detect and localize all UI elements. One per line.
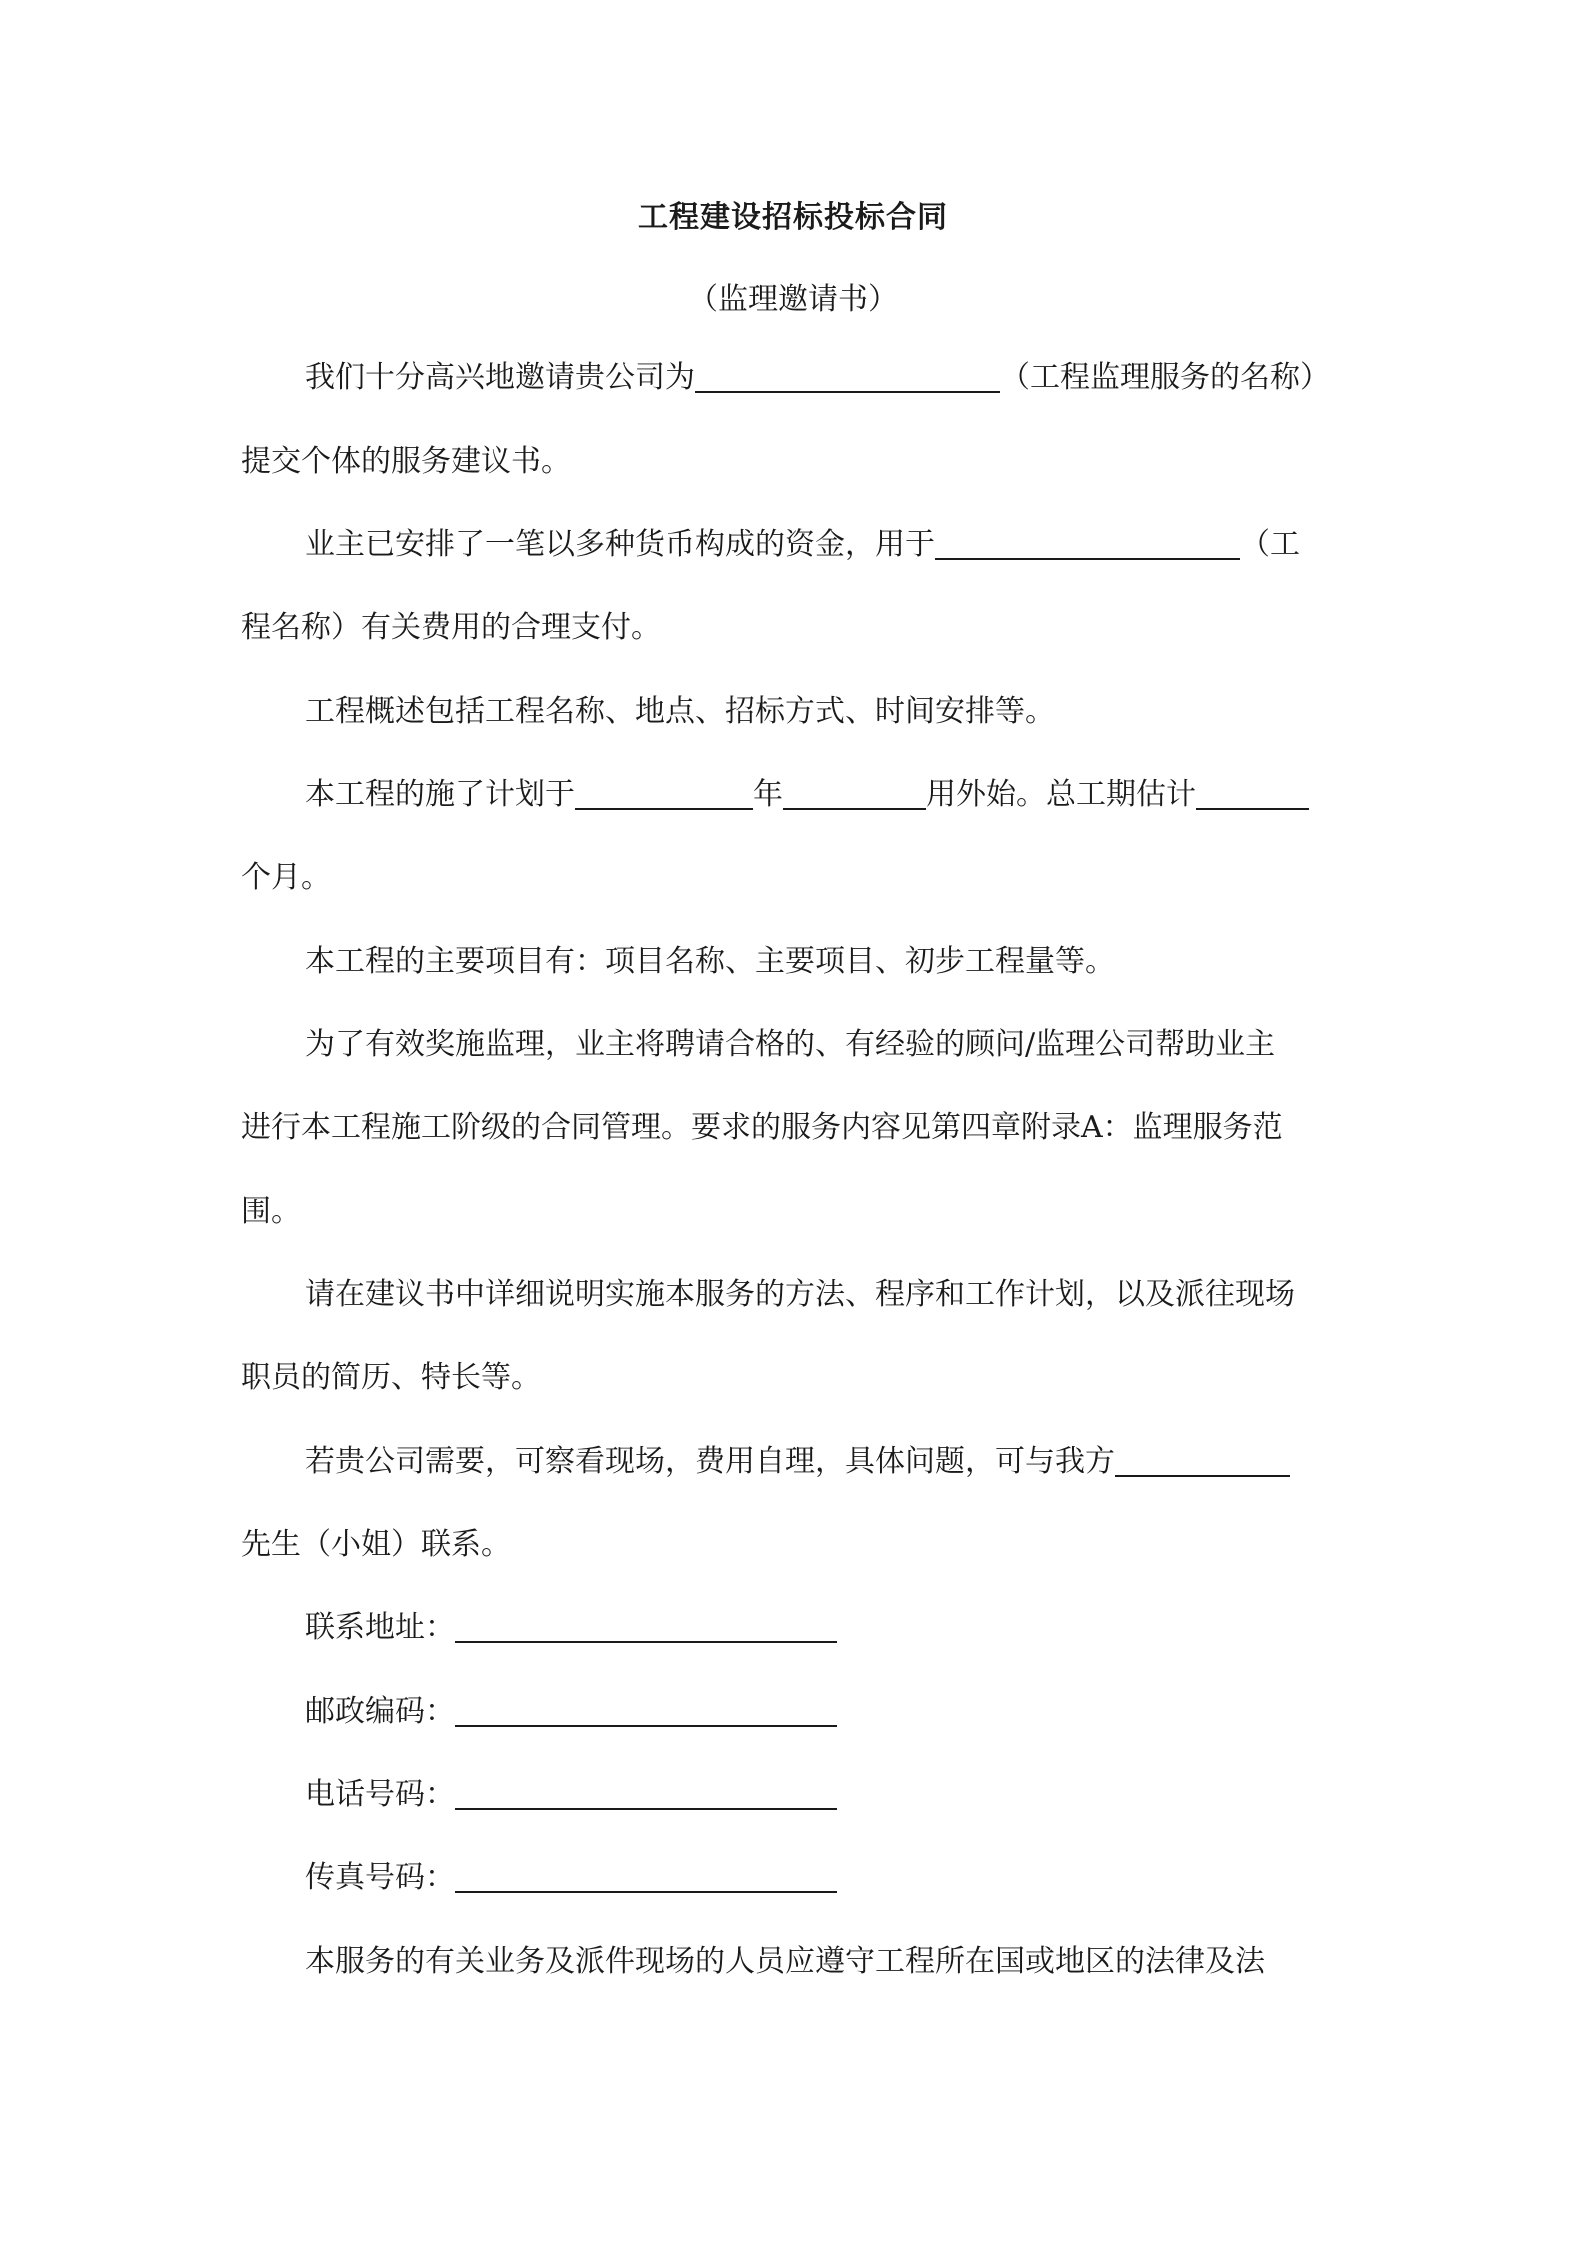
phone-row xyxy=(305,1775,837,1815)
text-segment: 围。 xyxy=(241,1194,301,1229)
paragraph-line xyxy=(305,1442,1290,1482)
postal-code-label: 邮政编码： xyxy=(305,1694,455,1729)
phone-field xyxy=(455,1778,837,1810)
text-segment: 我们十分高兴地邀请贵公司为 xyxy=(305,360,695,395)
document-title: 工程建设招标投标合同 xyxy=(638,200,948,235)
postal-code-field xyxy=(455,1695,837,1727)
paragraph-line xyxy=(241,1108,1283,1148)
paragraph-line xyxy=(305,942,1115,982)
text-segment: 先生（小姐）联系。 xyxy=(241,1527,511,1562)
paragraph-line xyxy=(305,1942,1265,1982)
document-subtitle: （监理邀请书） xyxy=(688,282,898,317)
postal-code-row xyxy=(305,1692,837,1732)
fax-label: 传真号码： xyxy=(305,1860,455,1895)
fax-row xyxy=(305,1858,837,1898)
text-segment: 工程概述包括工程名称、地点、招标方式、时间安排等。 xyxy=(305,694,1055,729)
text-segment: 本服务的有关业务及派件现场的人员应遵守工程所在国或地区的法律及法 xyxy=(305,1944,1265,1979)
paragraph-line xyxy=(241,1525,511,1565)
text-segment: （工 xyxy=(1240,527,1300,562)
contact-address-row xyxy=(305,1608,837,1648)
text-segment: 个月。 xyxy=(241,860,331,895)
blank-contact-person xyxy=(1115,1445,1290,1477)
text-segment: 业主已安排了一笔以多种货币构成的资金，用于 xyxy=(305,527,935,562)
text-segment: 请在建议书中详细说明实施本服务的方法、程序和工作计划，以及派往现场 xyxy=(305,1277,1295,1312)
text-segment: 进行本工程施工阶级的合同管理。要求的服务内容见第四章附录A：监理服务范 xyxy=(241,1110,1283,1145)
contact-address-field xyxy=(455,1611,837,1643)
paragraph-line xyxy=(241,1192,301,1232)
paragraph-line xyxy=(241,442,571,482)
blank-project-name xyxy=(935,528,1240,560)
text-segment: 本工程的主要项目有：项目名称、主要项目、初步工程量等。 xyxy=(305,944,1115,979)
paragraph-line xyxy=(305,692,1055,732)
phone-label: 电话号码： xyxy=(305,1777,455,1812)
blank-service-name xyxy=(695,361,1000,393)
text-segment: 本工程的施了计划于 xyxy=(305,777,575,812)
fax-field xyxy=(455,1861,837,1893)
paragraph-line xyxy=(241,608,661,648)
text-segment: （工程监理服务的名称） xyxy=(1000,360,1330,395)
text-segment: 程名称）有关费用的合理支付。 xyxy=(241,610,661,645)
paragraph-line xyxy=(305,358,1330,398)
text-segment: 职员的简历、特长等。 xyxy=(241,1360,541,1395)
text-segment: 用外始。总工期估计 xyxy=(926,777,1196,812)
text-segment: 若贵公司需要，可察看现场，费用自理，具体问题，可与我方 xyxy=(305,1444,1115,1479)
text-segment: 提交个体的服务建议书。 xyxy=(241,444,571,479)
text-segment: 为了有效奖施监理，业主将聘请合格的、有经验的顾问/监理公司帮助业主 xyxy=(305,1027,1276,1062)
blank-month xyxy=(783,778,926,810)
paragraph-line xyxy=(305,1025,1275,1065)
paragraph-line xyxy=(305,525,1300,565)
paragraph-line xyxy=(305,1275,1295,1315)
paragraph-line xyxy=(241,1358,541,1398)
paragraph-line xyxy=(305,775,1309,815)
blank-year xyxy=(575,778,753,810)
paragraph-line xyxy=(241,858,331,898)
blank-duration xyxy=(1196,778,1309,810)
text-segment: 年 xyxy=(753,777,783,812)
contact-address-label: 联系地址： xyxy=(305,1610,455,1645)
